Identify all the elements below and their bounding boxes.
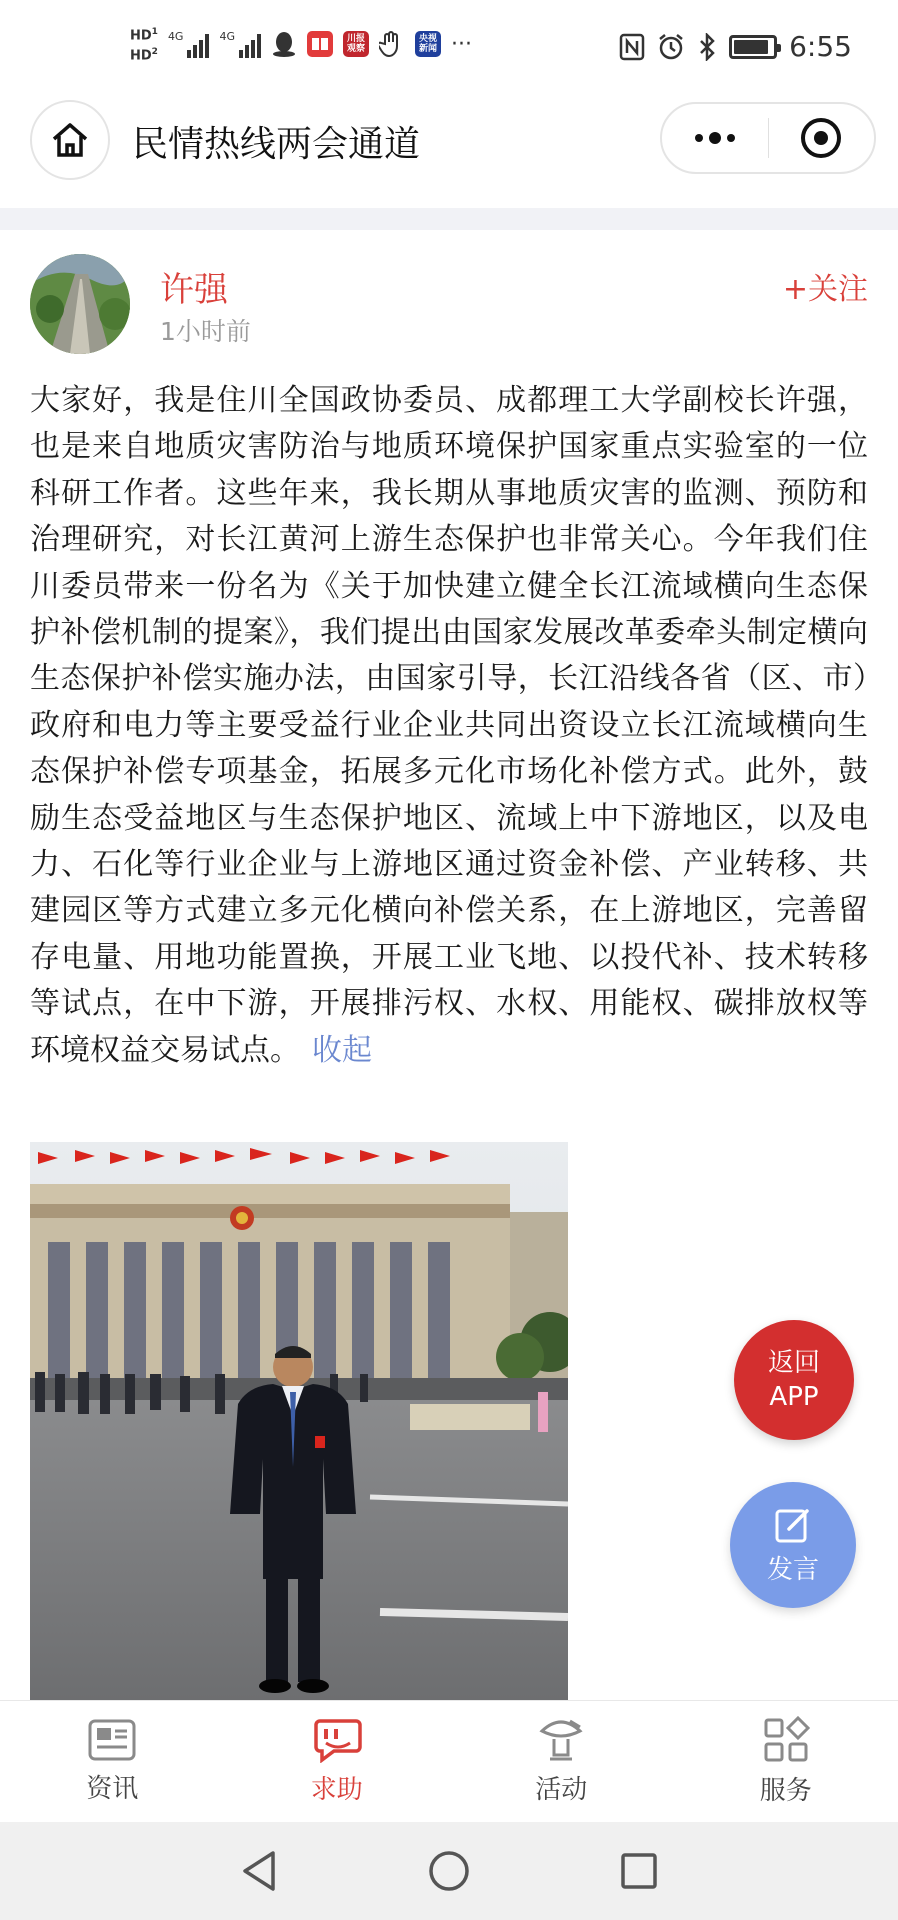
status-bar [0,0,898,100]
signal-icon: 4G [168,30,210,58]
edit-icon [773,1505,813,1545]
back-to-app-line2: APP [769,1382,819,1412]
more-notifications: ··· [451,31,472,57]
help-chat-icon [312,1717,362,1763]
bluetooth-icon [697,33,717,61]
nav-label-activity: 活动 [535,1775,588,1805]
chuanbao-app-icon: 川报观察 [343,31,369,57]
divider-band [0,208,898,230]
more-dots-icon [695,132,735,144]
hd-indicator: $HD^1$ $HD^2$ [130,27,158,64]
status-right-icons [619,30,852,63]
follow-button[interactable]: +关注 [782,272,868,307]
compose-post-label: 发言 [766,1554,819,1585]
close-miniprogram-button[interactable] [769,104,875,172]
post-timestamp: 1小时前 [160,317,251,346]
services-grid-icon [762,1716,810,1764]
home-icon [50,121,90,159]
nav-label-help: 求助 [310,1775,363,1805]
home-circle-icon[interactable] [427,1849,471,1893]
compose-post-button[interactable] [730,1482,856,1608]
target-icon [801,118,841,158]
home-button[interactable] [30,100,110,180]
bottom-nav [0,1700,898,1822]
back-triangle-icon[interactable] [239,1849,279,1893]
cctv-news-app-icon: 央视新闻 [415,31,441,57]
activity-icon [536,1717,586,1763]
author-name[interactable]: 许强 [160,270,228,310]
nav-item-activity[interactable] [449,1701,674,1822]
hand-icon [379,30,405,58]
recents-square-icon[interactable] [619,1851,659,1891]
nav-label-services: 服务 [759,1776,812,1806]
book-app-icon [307,31,333,57]
back-to-app-button[interactable] [734,1320,854,1440]
title-bar [0,100,898,210]
collapse-link[interactable]: 收起 [312,1032,372,1068]
qq-icon [271,30,297,58]
nav-label-news: 资讯 [86,1774,139,1804]
post-image[interactable] [30,1142,568,1702]
news-icon [87,1718,137,1762]
post-body [30,378,868,1074]
system-nav-bar [0,1822,898,1920]
more-menu-button[interactable] [662,104,768,172]
alarm-icon [657,33,685,61]
battery-icon [729,35,777,59]
nav-item-help[interactable] [225,1701,450,1822]
nav-item-services[interactable] [674,1701,898,1822]
nfc-icon [619,33,645,61]
clock: 6:55 [789,30,852,63]
avatar[interactable] [30,254,130,354]
nav-item-news[interactable] [0,1701,225,1822]
back-to-app-line1: 返回 [767,1348,820,1378]
page-title: 民情热线两会通道 [132,124,421,165]
miniprogram-capsule [660,102,876,174]
signal-icon-2: 4G [219,30,261,58]
status-left-icons [130,24,472,65]
post-text: 大家好，我是住川全国政协委员、成都理工大学副校长许强，也是来自地质灾害防治与地质环境保护国家重点实验室的一位科研工作者。这些年来，我长期从事地质灾害的监测、预防和治理研究，对长江黄河上游生态保护也非常关心。今年我们住川委员带来一份名为《关于加快建立健全长江流域横向生态保护补偿机制的提案》，我们提出由国家发展改革委牵头制定横向生态保护补偿实施办法，由国家引导，长江沿线各省（区、市）政府和电力等主要受益行业企业共同出资设立长江流域横向生态保护补偿专项基金，拓展多元化市场化补偿方式。此外，鼓励生态受益地区与生态保护地区、流域上中下游地区，以及电力、石化等行业企业与上游地区通过资金补偿、产业转移、共建园区等方式建立多元化横向补偿关系，在上游地区，完善留存电量、用地功能置换，开展工业飞地、以投代补、技术转移等试点，在中下游，开展排污权、水权、用能权、碳排放权等环境权益交易试点。 [30,383,868,1068]
